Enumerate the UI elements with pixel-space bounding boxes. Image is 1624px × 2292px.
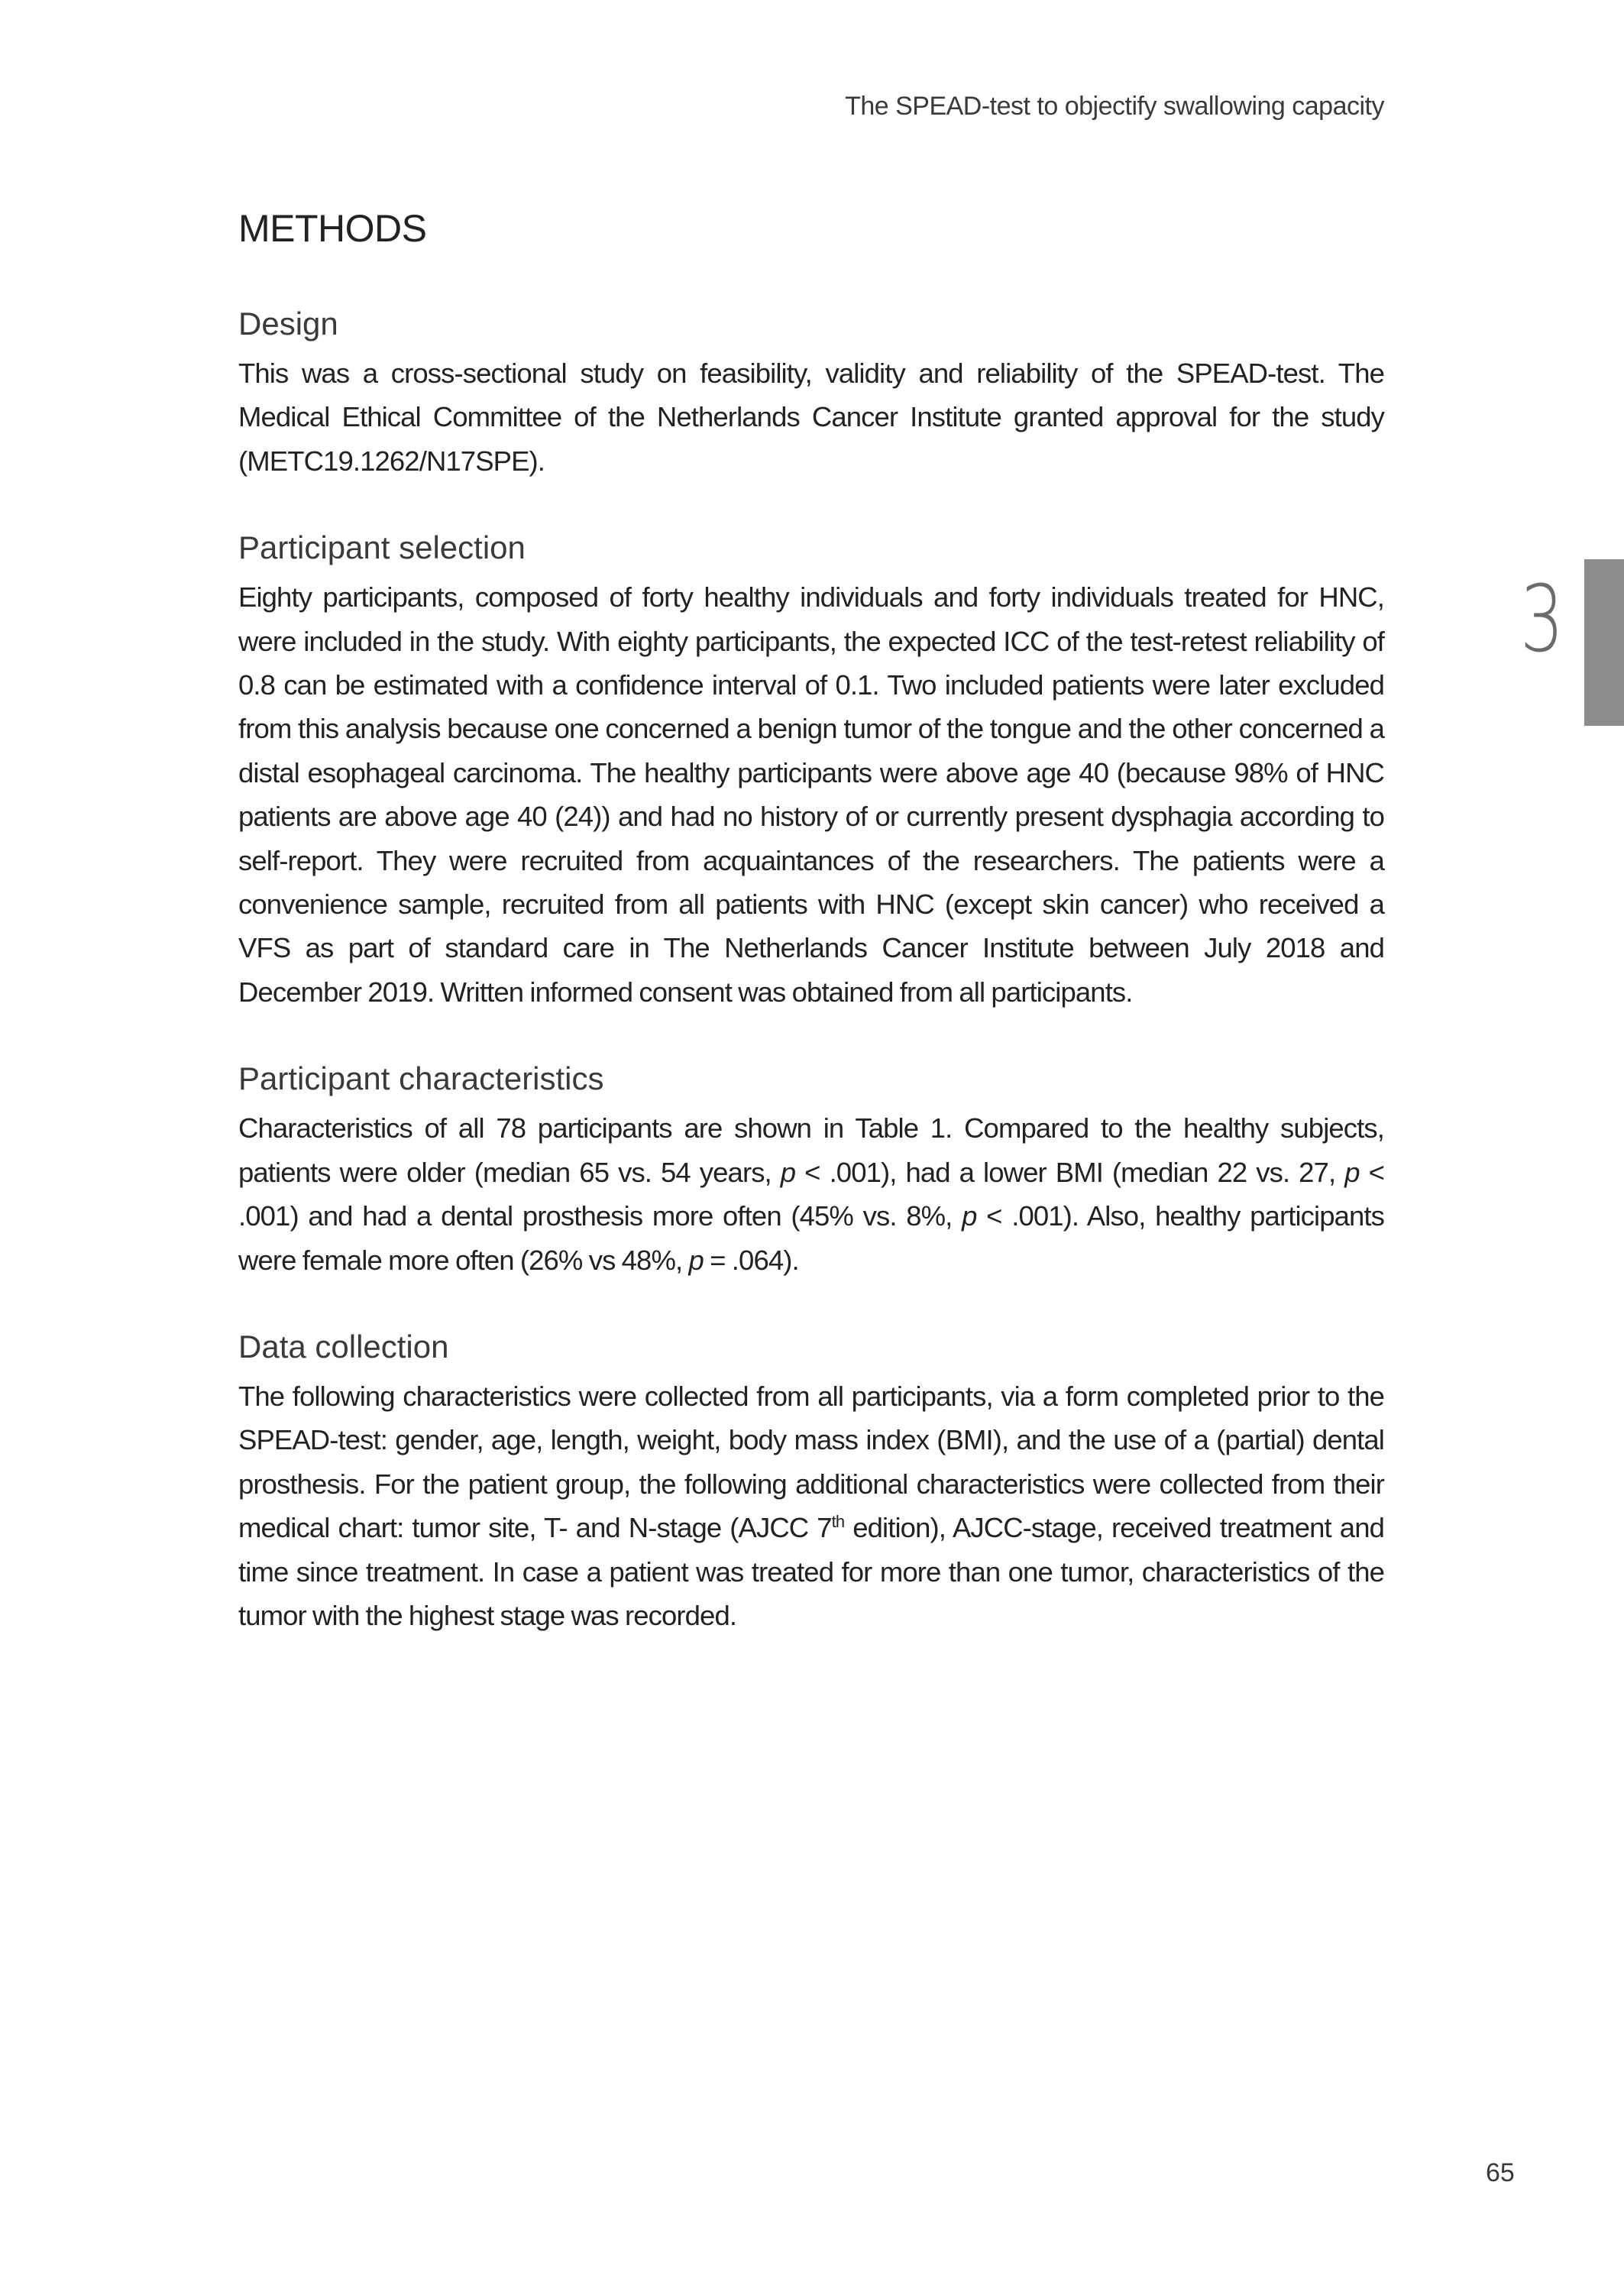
text-span: edition), AJCC-stage, received treatment and time since treatment. In case a patient was treated for more than one tumor, characteristics of the tumor with the highest stage was recorded. xyxy=(238,1512,1385,1631)
text-span: < .001), had a lower BMI (median 22 vs. 27, xyxy=(795,1156,1345,1188)
p-value-symbol: p xyxy=(962,1200,977,1232)
p-value-symbol: p xyxy=(688,1244,704,1276)
paragraph-data-collection xyxy=(238,1374,1384,1637)
text-span: = .064). xyxy=(703,1244,799,1276)
section-heading: METHODS xyxy=(238,207,427,250)
chapter-tab xyxy=(1584,559,1624,726)
p-value-symbol: p xyxy=(1344,1156,1360,1188)
text-span: Characteristics of all 78 participants are shown in Table 1. Compared to the healthy subjects, patients were older (median 65 vs. 54 years, xyxy=(238,1112,1384,1188)
page-number: 65 xyxy=(1486,2158,1515,2187)
chapter-number: 3 xyxy=(1520,567,1564,673)
text-span: < .001) and had a dental prosthesis more often (45% vs. 8%, xyxy=(238,1156,1385,1232)
main-content xyxy=(238,206,1384,1681)
subsection-participant-selection xyxy=(238,526,1384,1014)
running-header: The SPEAD-test to objectify swallowing capacity xyxy=(845,92,1384,121)
subheading-data-collection: Data collection xyxy=(238,1328,449,1365)
superscript: th xyxy=(831,1511,845,1531)
subheading-participant-characteristics: Participant characteristics xyxy=(238,1060,604,1097)
subsection-design xyxy=(238,303,1384,483)
text-span: The following characteristics were collected from all participants, via a form completed prior to the SPEAD-test: gender, age, length, weight, body mass index (BMI), and the use of a (partial) dental prosthesis. For the patient group, the following additional characteristics were collected from their medical chart: tumor site, T- and N-stage (AJCC 7 xyxy=(238,1380,1384,1544)
text-span: < .001). Also, healthy participants were female more often (26% vs 48%, xyxy=(238,1200,1385,1276)
p-value-symbol: p xyxy=(780,1156,796,1188)
subheading-design: Design xyxy=(238,306,338,342)
subheading-participant-selection: Participant selection xyxy=(238,529,526,566)
paragraph-design: This was a cross-sectional study on feasibility, validity and reliability of the SPEAD-test. The Medical Ethical Committee of the Netherlands Cancer Institute granted approval for the study (METC19.1262/N17SPE). xyxy=(238,358,1384,477)
paragraph-participant-characteristics xyxy=(238,1106,1384,1282)
subsection-data-collection xyxy=(238,1326,1384,1637)
subsection-participant-characteristics xyxy=(238,1057,1384,1282)
paragraph-participant-selection: Eighty participants, composed of forty healthy individuals and forty individuals treated for HNC, were included in the study. With eighty participants, the expected ICC of the test-retest reliability of 0.8 can be estimated with a confidence interval of 0.1. Two included patients were later excluded from this analysis because one concerned a benign tumor of the tongue and the other concerned a distal esophageal carcinoma. The healthy participants were above age 40 (because 98% of HNC patients are above age 40 (24)) and had no history of or currently present dysphagia according to self-report. They were recruited from acquaintances of the researchers. The patients were a convenience sample, recruited from all patients with HNC (except skin cancer) who received a VFS as part of standard care in The Netherlands Cancer Institute between July 2018 and December 2019. Written informed consent was obtained from all participants. xyxy=(238,581,1384,1008)
